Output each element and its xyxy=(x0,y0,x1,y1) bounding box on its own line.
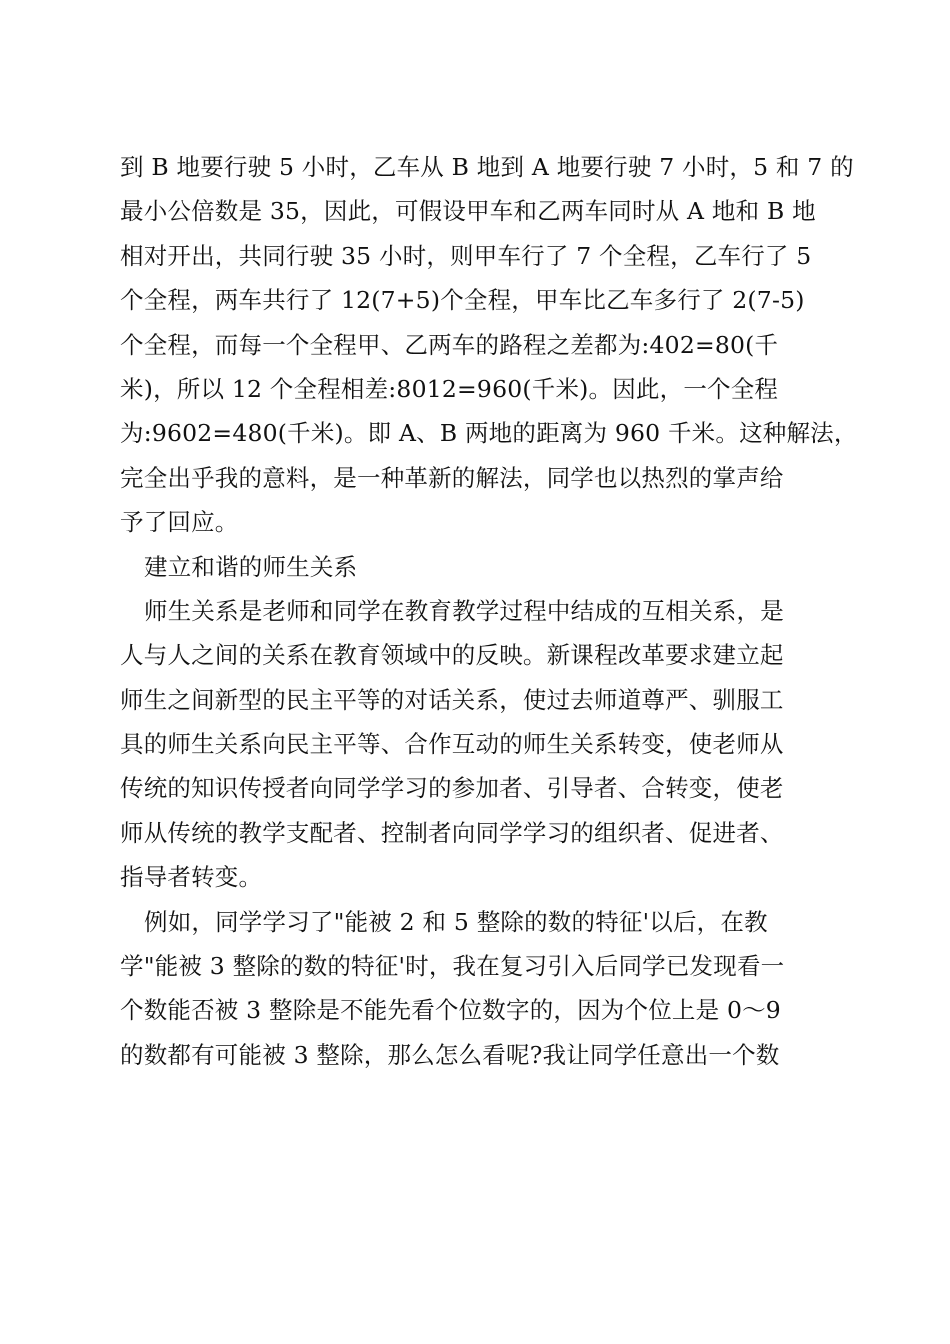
text-line: 人与人之间的关系在教育领域中的反映。新课程改革要求建立起 xyxy=(120,641,784,670)
text-line: 的数都有可能被 3 整除，那么怎么看呢?我让同学任意出一个数 xyxy=(120,1040,780,1069)
text-line: 具的师生关系向民主平等、合作互动的师生关系转变，使老师从 xyxy=(120,730,784,759)
text-line: 师生之间新型的民主平等的对话关系，使过去师道尊严、驯服工 xyxy=(120,685,784,714)
text-line: 个全程，两车共行了 12(7+5)个全程，甲车比乙车多行了 2(7-5) xyxy=(120,286,805,315)
text-line: 为:9602=480(千米)。即 A、B 两地的距离为 960 千米。这种解法， xyxy=(120,419,858,448)
text-line: 完全出乎我的意料，是一种革新的解法，同学也以热烈的掌声给 xyxy=(120,463,784,492)
text-line: 到 B 地要行驶 5 小时，乙车从 B 地到 A 地要行驶 7 小时，5 和 7 的 xyxy=(120,153,854,181)
text-line: 米)，所以 12 个全程相差:8012=960(千米)。因此，一个全程 xyxy=(120,374,779,403)
paragraph-start-line: 例如，同学学习了"能被 2 和 5 整除的数的特征'以后，在教 xyxy=(144,907,768,936)
text-line: 指导者转变。 xyxy=(120,863,263,892)
section-heading: 建立和谐的师生关系 xyxy=(144,552,358,581)
text-line: 学"能被 3 整除的数的特征'时，我在复习引入后同学已发现看一 xyxy=(120,952,785,981)
paragraph-start-line: 师生关系是老师和同学在教育教学过程中结成的互相关系，是 xyxy=(144,596,784,625)
text-line: 予了回应。 xyxy=(120,508,239,537)
text-line: 相对开出，共同行驶 35 小时，则甲车行了 7 个全程，乙车行了 5 xyxy=(120,241,812,270)
text-line: 传统的知识传授者向同学学习的参加者、引导者、合转变，使老 xyxy=(120,774,784,803)
text-line: 个数能否被 3 整除是不能先看个位数字的，因为个位上是 0～9 xyxy=(120,996,781,1025)
text-line: 最小公倍数是 35，因此，可假设甲车和乙两车同时从 A 地和 B 地 xyxy=(120,197,816,226)
document-body xyxy=(120,145,858,1077)
text-line: 个全程，而每一个全程甲、乙两车的路程之差都为:402=80(千 xyxy=(120,330,779,359)
text-line: 师从传统的教学支配者、控制者向同学学习的组织者、促进者、 xyxy=(120,818,784,847)
